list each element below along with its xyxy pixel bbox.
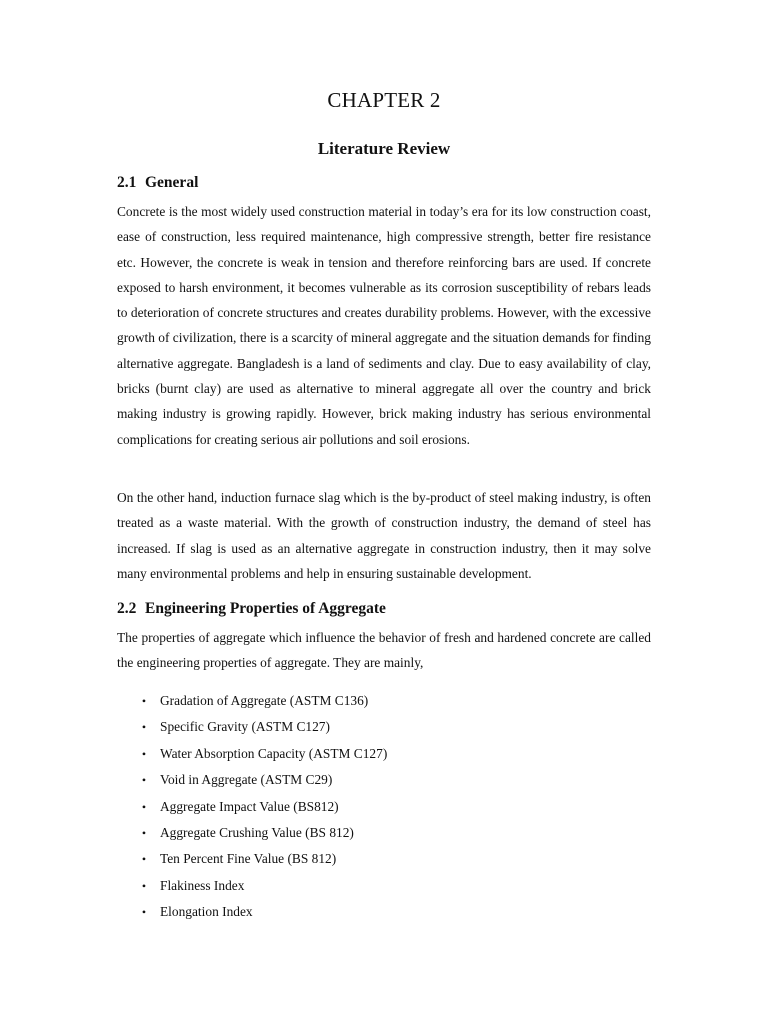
list-item-text: Elongation Index: [160, 904, 253, 920]
bullet-icon: •: [141, 773, 147, 788]
bullet-icon: •: [141, 905, 147, 920]
section-number: 2.2: [117, 600, 137, 617]
paragraph-general-1: Concrete is the most widely used construction material in today’s era for its low construction coast, ease of construction, less required maintenance, high compressive strength, better fire resistance etc. However, the concrete is weak in tension and therefore reinforcing bars are used. If concrete exposed to harsh environment, it becomes vulnerable as its corrosion susceptibility of rebars leads to deterioration of concrete structures and creates durability problems. However, with the excessive growth of civilization, there is a scarcity of mineral aggregate and the situation demands for finding alternative aggregate. Bangladesh is a land of sediments and clay. Due to easy availability of clay, bricks (burnt clay) are used as alternative to mineral aggregate all over the country and brick making industry is growing rapidly. However, brick making industry has serious environmental complications for creating serious air pollutions and soil erosions.: [117, 204, 651, 447]
list-item: [117, 846, 387, 872]
list-item: [117, 741, 387, 767]
list-item: [117, 899, 387, 925]
bullet-icon: •: [141, 878, 147, 893]
list-item: [117, 873, 387, 899]
list-item-text: Void in Aggregate (ASTM C29): [160, 772, 333, 788]
list-item: [117, 767, 387, 793]
list-item: [117, 688, 387, 714]
section-number: 2.1: [117, 174, 137, 191]
list-item-text: Gradation of Aggregate (ASTM C136): [160, 693, 369, 708]
list-item-text: Aggregate Crushing Value (BS 812): [160, 824, 354, 840]
aggregate-properties-list: [117, 688, 387, 926]
list-item-text: Ten Percent Fine Value (BS 812): [160, 851, 337, 867]
bullet-icon: •: [141, 852, 147, 867]
bullet-icon: •: [141, 746, 147, 761]
list-item-text: Specific Gravity (ASTM C127): [160, 719, 330, 735]
chapter-title: CHAPTER 2: [327, 88, 441, 112]
list-item: [117, 714, 387, 740]
section-heading-general: [117, 174, 198, 192]
paragraph-general-2: On the other hand, induction furnace slag which is the by-product of steel making industry, is often treated as a waste material. With the growth of construction industry, the demand of steel has increased. If slag is used as an alternative aggregate in construction industry, then it may solve many environmental problems and help in ensuring sustainable development.: [117, 490, 651, 581]
paragraph-engineering-intro: The properties of aggregate which influence the behavior of fresh and hardened concrete are called the engineering properties of aggregate. They are mainly,: [117, 630, 651, 671]
bullet-icon: •: [141, 720, 147, 735]
section-heading-engineering-properties: [117, 600, 386, 618]
list-item: [117, 820, 387, 846]
bullet-icon: •: [141, 799, 147, 814]
list-item-text: Water Absorption Capacity (ASTM C127): [160, 745, 388, 761]
bullet-icon: •: [141, 694, 147, 708]
bullet-icon: •: [141, 825, 147, 840]
chapter-subtitle: Literature Review: [317, 139, 451, 158]
list-item: [117, 794, 387, 820]
list-item-text: Flakiness Index: [160, 877, 245, 893]
section-title: Engineering Properties of Aggregate: [145, 600, 386, 617]
list-item-text: Aggregate Impact Value (BS812): [160, 798, 339, 814]
section-title: General: [145, 174, 199, 191]
